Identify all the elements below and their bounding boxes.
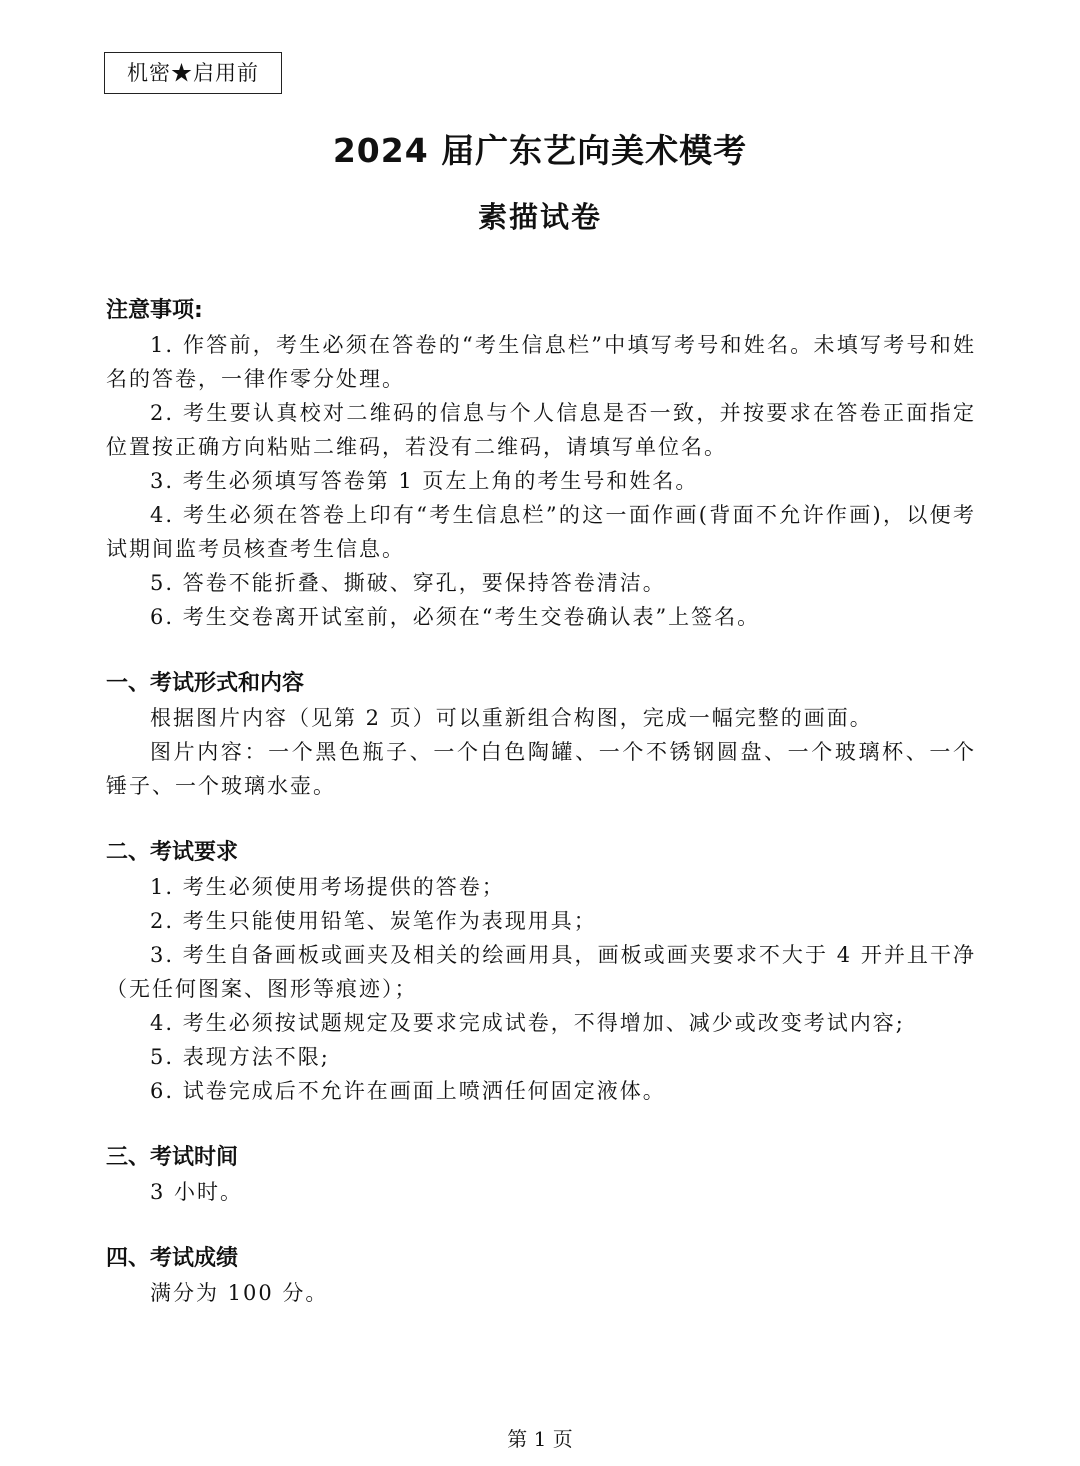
page-number: 第 1 页 [507,1427,573,1451]
notice-item: 6. 考生交卷离开试室前，必须在“考生交卷确认表”上签名。 [150,605,761,629]
requirement-item: 5. 表现方法不限; [150,1045,330,1069]
requirement-item: 4. 考生必须按试题规定及要求完成试卷，不得增加、减少或改变考试内容; [150,1011,905,1035]
section-1-paragraph: 根据图片内容（见第 2 页）可以重新组合构图，完成一幅完整的画面。 [150,706,873,730]
full-score: 满分为 100 分。 [150,1281,329,1305]
exam-duration: 3 小时。 [150,1180,244,1204]
section-2-heading: 二、考试要求 [106,840,239,865]
notice-item: 4. 考生必须在答卷上印有“考生信息栏”的这一面作画(背面不允许作画)，以便考试期间监考员核查考生信息。 [106,503,976,561]
requirement-item: 2. 考生只能使用铅笔、炭笔作为表现用具； [150,909,597,933]
confidential-badge: 机密★启用前 [104,52,282,94]
exam-content [106,294,976,1310]
notice-item: 5. 答卷不能折叠、撕破、穿孔，要保持答卷清洁。 [150,571,666,595]
requirement-item: 3. 考生自备画板或画夹及相关的绘画用具，画板或画夹要求不大于 4 开并且干净（无任何图案、图形等痕迹）； [106,943,976,1001]
exam-title: 2024 届广东艺向美术模考 [332,131,748,170]
notice-item: 1. 作答前，考生必须在答卷的“考生信息栏”中填写考号和姓名。未填写考号和姓名的答卷，一律作零分处理。 [106,333,976,391]
notice-heading: 注意事项: [106,298,203,323]
requirement-item: 6. 试卷完成后不允许在画面上喷洒任何固定液体。 [150,1079,666,1103]
requirement-item: 1. 考生必须使用考场提供的答卷； [150,875,505,899]
notice-item: 2. 考生要认真校对二维码的信息与个人信息是否一致，并按要求在答卷正面指定位置按正确方向粘贴二维码，若没有二维码，请填写单位名。 [106,401,976,459]
notice-item: 3. 考生必须填写答卷第 1 页左上角的考生号和姓名。 [150,469,699,493]
section-1-paragraph: 图片内容：一个黑色瓶子、一个白色陶罐、一个不锈钢圆盘、一个玻璃杯、一个锤子、一个玻璃水壶。 [106,740,976,798]
exam-subtitle: 素描试卷 [477,200,602,234]
section-4-heading: 四、考试成绩 [106,1246,239,1271]
section-3-heading: 三、考试时间 [106,1145,239,1170]
section-1-heading: 一、考试形式和内容 [106,671,305,696]
